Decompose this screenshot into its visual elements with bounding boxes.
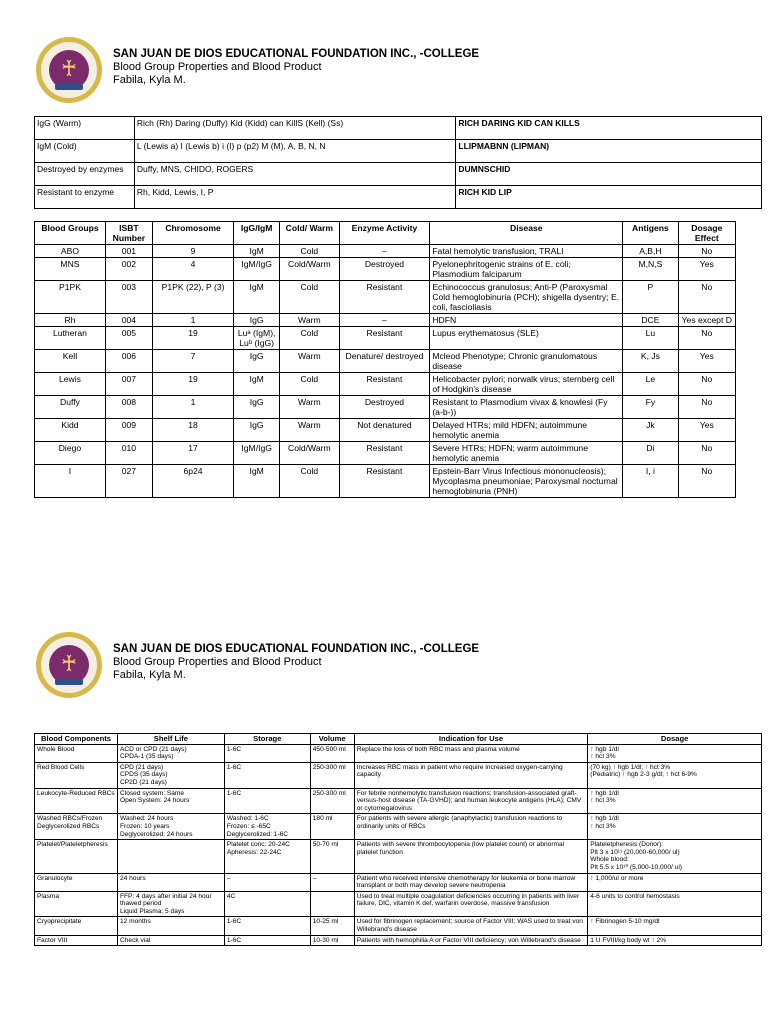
table-cell: 1-6C (224, 935, 310, 946)
mnemonic-item: Destroyed by enzymes (35, 163, 135, 186)
table-cell: 001 (105, 245, 152, 258)
column-header: Cold/ Warm (280, 222, 339, 245)
table-cell: 027 (105, 465, 152, 498)
table-cell: Replace the loss of both RBC mass and plasma volume (354, 744, 588, 762)
table-cell: 002 (105, 258, 152, 281)
table-cell: Cold (280, 373, 339, 396)
table-cell: Severe HTRs; HDFN; warm autoimmune hemolytic anemia (430, 442, 623, 465)
mnemonics-table (34, 116, 762, 209)
table-cell: Used to treat multiple coagulation deficiencies occurring in patients with liver failure, DIC, vitamin K def, warfarin overdose, massive transfusion (354, 891, 588, 917)
table-row (35, 814, 762, 840)
table-cell: CPD (21 days) CPDS (35 days) CP2D (21 days) (117, 762, 224, 788)
table-cell: K, Js (623, 350, 678, 373)
table-cell: Fy (623, 396, 678, 419)
table-cell: 19 (152, 373, 233, 396)
table-cell (117, 840, 224, 873)
table-cell: Resistant (339, 442, 430, 465)
table-cell: 18 (152, 419, 233, 442)
school-seal-logo (36, 632, 102, 698)
table-cell: (70 kg) ↑ hgb 1/dl; ↑ hct 3% (Pediatric) ↑ hgb 2-3 g/dl; ↑ hct 6-9% (588, 762, 762, 788)
mnemonic-detail: Rich (Rh) Daring (Duffy) Kid (Kidd) can KillS (Kell) (Ss) (134, 117, 456, 140)
table-cell: – (224, 873, 310, 891)
table-cell: 7 (152, 350, 233, 373)
table-cell: Lu (623, 327, 678, 350)
table-cell: DCE (623, 314, 678, 327)
column-header: Blood Components (35, 734, 118, 745)
table-cell: 1 U FVIII/kg body wt ↑ 2% (588, 935, 762, 946)
table-cell: 250-300 ml (310, 762, 354, 788)
table-cell: ↑ hgb 1/dl ↑ hct 3% (588, 744, 762, 762)
table-cell (310, 891, 354, 917)
mnemonic-detail: Duffy, MNS, CHIDO, ROGERS (134, 163, 456, 186)
table-cell: 4 (152, 258, 233, 281)
table-cell: No (678, 281, 735, 314)
table-cell: Di (623, 442, 678, 465)
column-header: Indication for Use (354, 734, 588, 745)
blood-components-table (34, 733, 762, 946)
table-row (35, 350, 736, 373)
table-cell: Factor VIII (35, 935, 118, 946)
table-cell: Fatal hemolytic transfusion, TRALI (430, 245, 623, 258)
table-row (35, 396, 736, 419)
table-cell: ACD or CPD (21 days) CPDA-1 (35 days) (117, 744, 224, 762)
table-cell: 1-6C (224, 917, 310, 935)
table-cell: Jk (623, 419, 678, 442)
table-cell: Not denatured (339, 419, 430, 442)
table-cell: 1 (152, 396, 233, 419)
table-cell: Patient who received intensive chemotherapy for leukemia or bone marrow transplant or both may develop severe neutropenia (354, 873, 588, 891)
table-cell: Patients with hemophilia A or Factor VIII deficiency; von Willebrand's disease (354, 935, 588, 946)
table-cell: IgM (234, 373, 280, 396)
table-cell: For febrile nonhemolytic transfusion reactions; transfusion-associated graft-versus-host disease (TA-GVHD); and human leukocyte antigens (HLA); CMV or cytomegalovirus (354, 788, 588, 814)
table-cell: Lutheran (35, 327, 106, 350)
table-cell: – (339, 314, 430, 327)
table-cell: IgM (234, 245, 280, 258)
table-row (35, 891, 762, 917)
table-cell: Increases RBC mass in patient who require increased oxygen-carrying capacity (354, 762, 588, 788)
table-cell: 1-6C (224, 762, 310, 788)
mnemonic-item: IgM (Cold) (35, 140, 135, 163)
table-cell: P (623, 281, 678, 314)
author-name: Fabila, Kyla M. (113, 74, 186, 86)
table-cell: P1PK (35, 281, 106, 314)
table-cell: IgG (234, 314, 280, 327)
table-cell: Leukocyte-Reduced RBCs (35, 788, 118, 814)
column-header: Volume (310, 734, 354, 745)
table-cell: Delayed HTRs; mild HDFN; autoimmune hemolytic anemia (430, 419, 623, 442)
table-cell: Used for fibrinogen replacement; source of Factor VIII; WAS used to treat von Willebrand's disease (354, 917, 588, 935)
table-cell: 450-500 ml (310, 744, 354, 762)
table-cell: Platelet conc: 20-24C Apheresis: 22-24C (224, 840, 310, 873)
table-cell: Yes except D (678, 314, 735, 327)
table-cell: Destroyed (339, 396, 430, 419)
page-header-2 (36, 632, 736, 704)
table-cell: 12 months (117, 917, 224, 935)
column-header: Storage (224, 734, 310, 745)
table-row (35, 327, 736, 350)
table-cell: 007 (105, 373, 152, 396)
table-cell: 180 ml (310, 814, 354, 840)
table-cell: Cryoprecipitate (35, 917, 118, 935)
column-header: Dosage (588, 734, 762, 745)
table-cell: Kidd (35, 419, 106, 442)
table-cell: IgM/IgG (234, 442, 280, 465)
table-cell: 24 hours (117, 873, 224, 891)
table-cell: Cold (280, 465, 339, 498)
table-cell: ↑ Fibrinogen 5-10 mg/dl (588, 917, 762, 935)
cross-emblem-icon: ♰ (60, 57, 78, 82)
table-cell: A,B,H (623, 245, 678, 258)
table-cell: Denature/ destroyed (339, 350, 430, 373)
table-cell: Washed RBCs/Frozen Deglycerolized RBCs (35, 814, 118, 840)
table-cell: Luᵃ (IgM), Luᵇ (IgG) (234, 327, 280, 350)
table-row (35, 245, 736, 258)
mnemonic-phrase: RICH KID LIP (456, 186, 762, 209)
document-subtitle: Blood Group Properties and Blood Product (113, 656, 322, 668)
table-row (35, 840, 762, 873)
table-cell: No (678, 327, 735, 350)
table-cell: I (35, 465, 106, 498)
mnemonic-row (35, 163, 762, 186)
table-cell: ABO (35, 245, 106, 258)
table-cell: Le (623, 373, 678, 396)
table-cell: Yes (678, 350, 735, 373)
table-cell: For patients with severe allergic (anaphylactic) transfusion reactions to ordinarily units of RBCs (354, 814, 588, 840)
table-cell: – (339, 245, 430, 258)
table-cell: Helicobacter pylori; norwalk virus; sternberg cell of Hodgkin's disease (430, 373, 623, 396)
document-subtitle: Blood Group Properties and Blood Product (113, 61, 322, 73)
table-cell: 1-6C (224, 788, 310, 814)
table-cell: IgG (234, 396, 280, 419)
column-header: Chromosome (152, 222, 233, 245)
table-row (35, 744, 762, 762)
table-cell: Washed: 1-6C Frozen: ≤ -65C Deglycerolized: 1-6C (224, 814, 310, 840)
column-header: IgG/IgM (234, 222, 280, 245)
table-cell: Destroyed (339, 258, 430, 281)
page-header-1 (36, 37, 736, 109)
school-seal-logo (36, 37, 102, 103)
table-cell: Duffy (35, 396, 106, 419)
table-cell: 4-6 units to control hemostasis (588, 891, 762, 917)
table-cell: Resistant (339, 327, 430, 350)
table-cell: Warm (280, 419, 339, 442)
column-header: ISBT Number (105, 222, 152, 245)
table-cell: Lupus erythematosus (SLE) (430, 327, 623, 350)
table-cell: Mcleod Phenotype; Chronic granulomatous disease (430, 350, 623, 373)
table-cell: IgM (234, 281, 280, 314)
table-row (35, 465, 736, 498)
table-cell: 4C (224, 891, 310, 917)
table-cell: 010 (105, 442, 152, 465)
table-cell: Yes (678, 419, 735, 442)
table-cell: Patients with severe thrombocytopenia (low platelet count) or abnormal platelet function (354, 840, 588, 873)
table-cell: Kell (35, 350, 106, 373)
table-cell: I, i (623, 465, 678, 498)
table-row (35, 419, 736, 442)
table-cell: Resistant to Plasmodium vivax & knowlesi (Fy (a-b-)) (430, 396, 623, 419)
table-cell: IgM (234, 465, 280, 498)
table-cell: 004 (105, 314, 152, 327)
table-cell: MNS (35, 258, 106, 281)
table-row (35, 917, 762, 935)
table-cell: No (678, 396, 735, 419)
mnemonic-row (35, 186, 762, 209)
table-cell: Cold/Warm (280, 442, 339, 465)
mnemonic-item: Resistant to enzyme (35, 186, 135, 209)
table-cell: Cold (280, 281, 339, 314)
table-cell: ↑ hgb 1/dl ↑ hct 3% (588, 788, 762, 814)
column-header: Blood Groups (35, 222, 106, 245)
table-cell: Granulocyte (35, 873, 118, 891)
table-cell: Resistant (339, 465, 430, 498)
mnemonic-phrase: DUMNSCHID (456, 163, 762, 186)
table-cell: Echinococcus granulosus; Anti-P (Paroxysmal Cold hemoglobinuria (PCH); shigella dysentry; E. coli, fascioliasis (430, 281, 623, 314)
table-cell: Warm (280, 396, 339, 419)
table-cell: 008 (105, 396, 152, 419)
table-cell: IgM/IgG (234, 258, 280, 281)
table-row (35, 935, 762, 946)
table-cell: No (678, 245, 735, 258)
table-cell: 1 (152, 314, 233, 327)
table-row (35, 314, 736, 327)
table-cell: Cold (280, 245, 339, 258)
table-cell: FFP: 4 days after initial 24 hour thawed period Liquid Plasma: 5 days (117, 891, 224, 917)
table-cell: Warm (280, 350, 339, 373)
mnemonic-detail: Rh, Kidd, Lewis, I, P (134, 186, 456, 209)
blood-groups-table (34, 221, 736, 498)
table-cell: IgG (234, 419, 280, 442)
table-cell: 005 (105, 327, 152, 350)
table-cell: Resistant (339, 281, 430, 314)
table-row (35, 873, 762, 891)
table-row (35, 788, 762, 814)
table-cell: P1PK (22), P (3) (152, 281, 233, 314)
institution-name: SAN JUAN DE DIOS EDUCATIONAL FOUNDATION INC., -COLLEGE (113, 643, 480, 655)
table-cell: 9 (152, 245, 233, 258)
table-cell: Lewis (35, 373, 106, 396)
table-row (35, 373, 736, 396)
table-cell: 250-300 ml (310, 788, 354, 814)
mnemonic-item: IgG (Warm) (35, 117, 135, 140)
column-header: Dosage Effect (678, 222, 735, 245)
table-cell: 17 (152, 442, 233, 465)
mnemonic-phrase: RICH DARING KID CAN KILLS (456, 117, 762, 140)
table-cell: – (310, 873, 354, 891)
table-cell: Platelet/Plateletpheresis (35, 840, 118, 873)
table-cell: 1-6C (224, 744, 310, 762)
author-name: Fabila, Kyla M. (113, 669, 186, 681)
table-cell: Cold/Warm (280, 258, 339, 281)
table-cell: ↑ hgb 1/dl ↑ hct 3% (588, 814, 762, 840)
column-header: Enzyme Activity (339, 222, 430, 245)
table-row (35, 442, 736, 465)
table-cell: No (678, 373, 735, 396)
mnemonic-detail: L (Lewis a) I (Lewis b) i (I) p (p2) M (M), A, B, N, N (134, 140, 456, 163)
table-cell: Red Blood Cells (35, 762, 118, 788)
table-cell: Cold (280, 327, 339, 350)
table-cell: Check vial (117, 935, 224, 946)
table-cell: 6p24 (152, 465, 233, 498)
column-header: Antigens (623, 222, 678, 245)
table-cell: Yes (678, 258, 735, 281)
table-cell: IgG (234, 350, 280, 373)
table-cell: ↑ 1,000/ul or more (588, 873, 762, 891)
cross-emblem-icon: ♰ (60, 652, 78, 677)
column-header: Disease (430, 222, 623, 245)
table-cell: Plasma (35, 891, 118, 917)
table-cell: Diego (35, 442, 106, 465)
table-cell: 50-70 ml (310, 840, 354, 873)
mnemonic-phrase: LLIPMABNN (LIPMAN) (456, 140, 762, 163)
table-cell: 10-30 ml (310, 935, 354, 946)
table-cell: No (678, 465, 735, 498)
table-cell: 009 (105, 419, 152, 442)
table-cell: Pyelonephritogenic strains of E. coli; Plasmodium falciparum (430, 258, 623, 281)
table-cell: 006 (105, 350, 152, 373)
table-row (35, 281, 736, 314)
mnemonic-row (35, 140, 762, 163)
mnemonic-row (35, 117, 762, 140)
table-row (35, 258, 736, 281)
table-row (35, 762, 762, 788)
table-cell: 003 (105, 281, 152, 314)
table-cell: Closed system: Same Open System: 24 hours (117, 788, 224, 814)
table-cell: No (678, 442, 735, 465)
table-cell: 19 (152, 327, 233, 350)
table-cell: Warm (280, 314, 339, 327)
column-header: Shelf Life (117, 734, 224, 745)
table-cell: Plateletpheresis (Donor): Plt 3 x 10¹¹ (20,000-60,000/ ul) Whole blood: Plt 5.5 x 10¹⁰ (5,000-10,000/ ul) (588, 840, 762, 873)
table-cell: Washed: 24 hours Frozen: 10 years Deglycerolized: 24 hours (117, 814, 224, 840)
table-cell: Rh (35, 314, 106, 327)
institution-name: SAN JUAN DE DIOS EDUCATIONAL FOUNDATION INC., -COLLEGE (113, 48, 480, 60)
table-cell: Resistant (339, 373, 430, 396)
table-cell: M,N,S (623, 258, 678, 281)
table-cell: Epstein-Barr Virus Infectious mononucleosis); Mycoplasma pneumoniae; Paroxysmal nocturnal hemoglobinuria (PNH) (430, 465, 623, 498)
table-cell: HDFN (430, 314, 623, 327)
table-cell: 10-25 ml (310, 917, 354, 935)
table-cell: Whole Blood (35, 744, 118, 762)
